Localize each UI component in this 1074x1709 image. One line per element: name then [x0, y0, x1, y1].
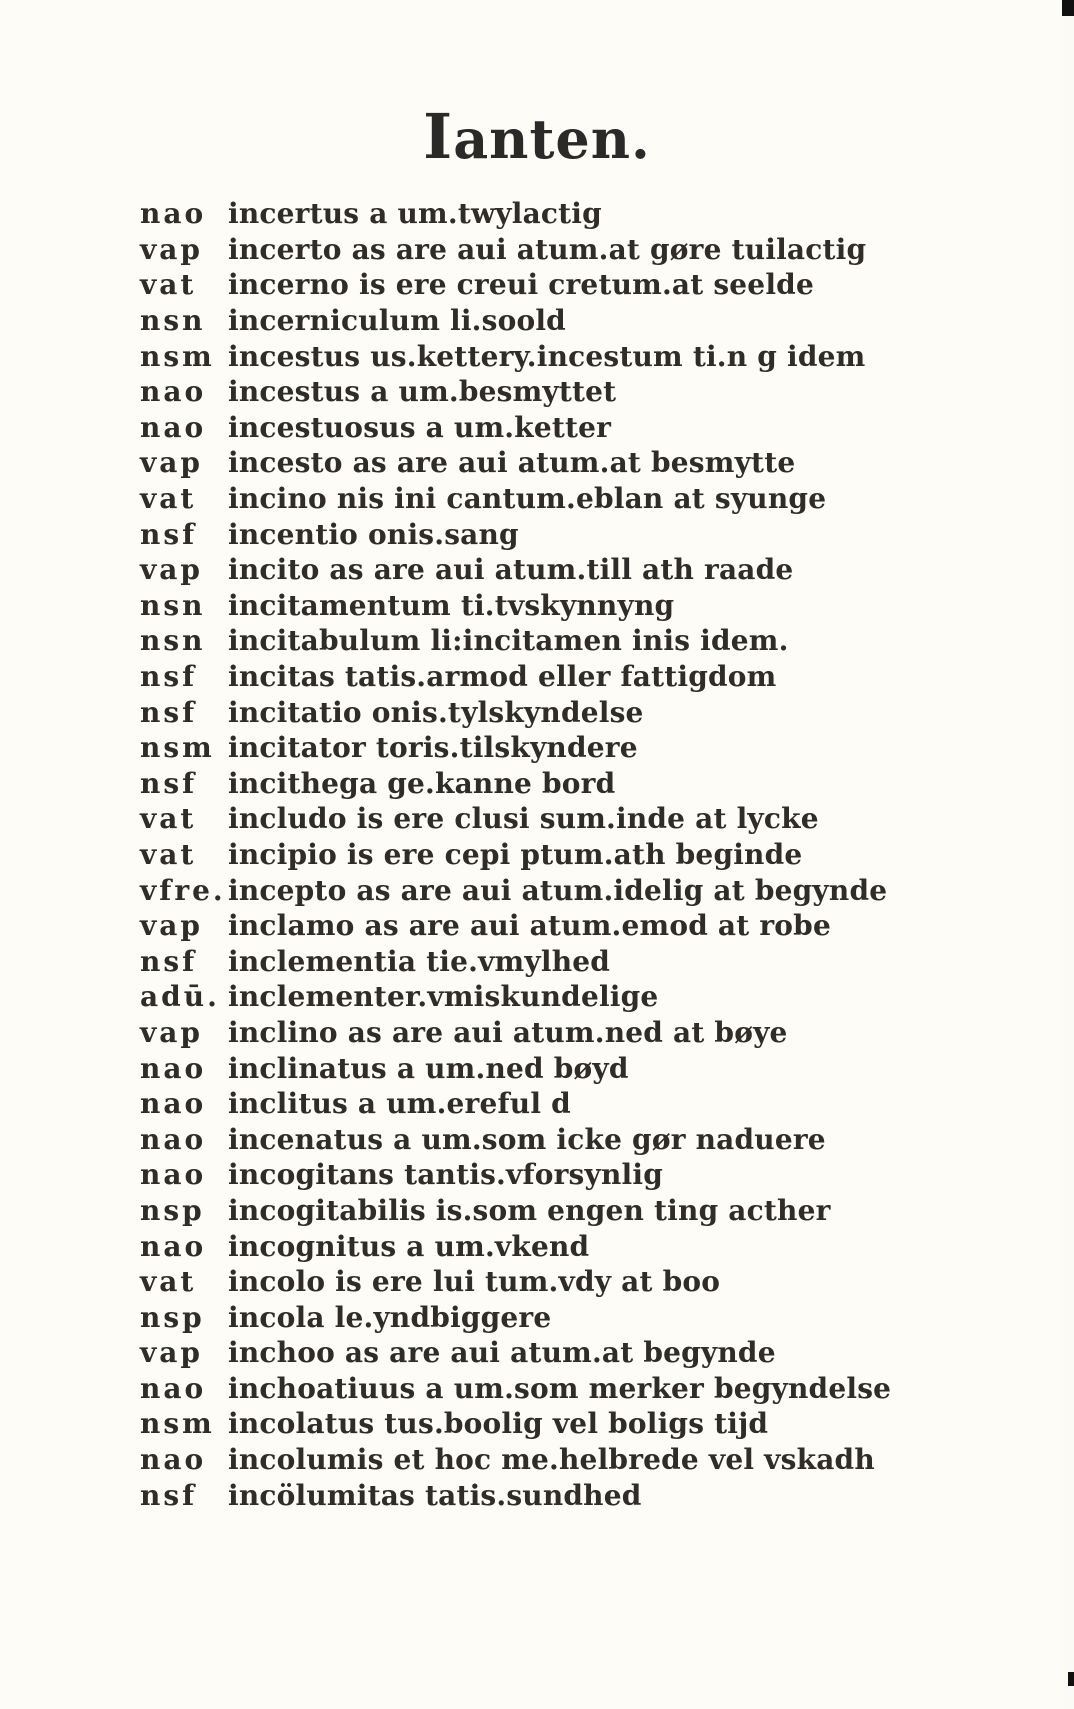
entry-text: incitas tatis.armod eller fattigdom: [228, 660, 777, 694]
entry-grammar-tag: nao: [140, 1158, 207, 1192]
entry-grammar-tag: vap: [140, 1015, 203, 1049]
entry-row: [140, 943, 1040, 979]
entry-row: [140, 1228, 1040, 1264]
entry-grammar-tag: vat: [140, 1265, 197, 1299]
entry-row: [140, 445, 1040, 481]
entry-row: [140, 801, 1040, 837]
entry-grammar-tag: nsf: [140, 1478, 198, 1512]
entry-text: inclitus a um.ereful d: [228, 1087, 571, 1121]
entry-row: [140, 232, 1040, 268]
entry-row: [140, 1086, 1040, 1122]
entry-text: inchoatiuus a um.som merker begyndelse: [228, 1371, 892, 1405]
entry-text: inclementer.vmiskundelige: [228, 980, 659, 1014]
entry-row: [140, 1442, 1040, 1478]
entry-text: incola le.yndbiggere: [228, 1300, 552, 1334]
entry-text: incertus a um.twylactig: [228, 197, 602, 231]
entry-row: [140, 659, 1040, 695]
entry-row: [140, 1121, 1040, 1157]
entry-row: [140, 623, 1040, 659]
entry-grammar-tag: nsf: [140, 517, 198, 551]
entry-grammar-tag: nao: [140, 197, 207, 231]
entry-text: incitamentum ti.tvskynnyng: [228, 588, 675, 622]
entry-text: inchoo as are aui atum.at begynde: [228, 1336, 776, 1370]
entry-row: [140, 766, 1040, 802]
entry-row: [140, 338, 1040, 374]
entry-text: incerto as are aui atum.at gøre tuilactig: [228, 232, 867, 266]
entry-grammar-tag: vat: [140, 268, 197, 302]
entry-text: incölumitas tatis.sundhed: [228, 1478, 642, 1512]
entry-text: incino nis ini cantum.eblan at syunge: [228, 482, 827, 516]
entry-grammar-tag: adū.: [140, 980, 220, 1014]
entry-text: incognitus a um.vkend: [228, 1229, 590, 1263]
entry-text: incitatio onis.tylskyndelse: [228, 695, 644, 729]
entry-text: incenatus a um.som icke gør naduere: [228, 1122, 826, 1156]
entry-row: [140, 694, 1040, 730]
entry-grammar-tag: nsf: [140, 766, 198, 800]
entry-grammar-tag: nsm: [140, 731, 215, 765]
entry-text: incepto as are aui atum.idelig at begynde: [228, 873, 888, 907]
heading-initial: I: [423, 100, 454, 173]
entry-grammar-tag: vap: [140, 1336, 203, 1370]
entry-grammar-tag: nao: [140, 1051, 207, 1085]
entry-text: incolumis et hoc me.helbrede vel vskadh: [228, 1443, 875, 1477]
entry-row: [140, 979, 1040, 1015]
entry-grammar-tag: vfre.: [140, 873, 226, 907]
entry-row: [140, 908, 1040, 944]
entry-text: incesto as are aui atum.at besmytte: [228, 446, 796, 480]
entry-row: [140, 1157, 1040, 1193]
entry-row: [140, 1299, 1040, 1335]
entry-grammar-tag: nao: [140, 1122, 207, 1156]
entry-row: [140, 1015, 1040, 1051]
entry-text: incito as are aui atum.till ath raade: [228, 553, 794, 587]
entry-text: incipio is ere cepi ptum.ath beginde: [228, 837, 803, 871]
entry-text: incithega ge.kanne bord: [228, 766, 616, 800]
entry-row: [140, 374, 1040, 410]
entry-row: [140, 303, 1040, 339]
entry-text: incogitabilis is.som engen ting acther: [228, 1193, 831, 1227]
entry-grammar-tag: vap: [140, 446, 203, 480]
entry-text: inclinatus a um.ned bøyd: [228, 1051, 629, 1085]
entry-grammar-tag: nao: [140, 1229, 207, 1263]
entry-row: [140, 516, 1040, 552]
page-heading: [0, 100, 1074, 173]
entry-grammar-tag: nsm: [140, 339, 215, 373]
entry-row: [140, 588, 1040, 624]
entry-row: [140, 1335, 1040, 1371]
entry-text: incestuosus a um.ketter: [228, 410, 612, 444]
entry-grammar-tag: nsp: [140, 1300, 205, 1334]
entry-row: [140, 1193, 1040, 1229]
entry-text: inclamo as are aui atum.emod at robe: [228, 909, 831, 943]
entry-grammar-tag: nsp: [140, 1193, 205, 1227]
entry-row: [140, 552, 1040, 588]
entry-text: incitabulum li:incitamen inis idem.: [228, 624, 789, 658]
entry-grammar-tag: nsn: [140, 624, 206, 658]
entry-row: [140, 872, 1040, 908]
entry-grammar-tag: vap: [140, 553, 203, 587]
entry-grammar-tag: vap: [140, 909, 203, 943]
entry-row: [140, 1406, 1040, 1442]
entry-grammar-tag: vap: [140, 232, 203, 266]
entry-row: [140, 267, 1040, 303]
entry-grammar-tag: nao: [140, 410, 207, 444]
entry-text: incestus us.kettery.incestum ti.n g idem: [228, 339, 866, 373]
entry-grammar-tag: nao: [140, 1443, 207, 1477]
entry-text: inclementia tie.vmylhed: [228, 944, 611, 978]
entry-text: inclino as are aui atum.ned at bøye: [228, 1015, 788, 1049]
entry-row: [140, 1371, 1040, 1407]
entry-text: includo is ere clusi sum.inde at lycke: [228, 802, 819, 836]
entry-text: incogitans tantis.vforsynlig: [228, 1158, 663, 1192]
entry-text: incolatus tus.boolig vel boligs tijd: [228, 1407, 769, 1441]
entry-grammar-tag: nsm: [140, 1407, 215, 1441]
entry-grammar-tag: nsf: [140, 944, 198, 978]
entry-grammar-tag: nsf: [140, 660, 198, 694]
entry-row: [140, 730, 1040, 766]
entry-row: [140, 481, 1040, 517]
entry-row: [140, 410, 1040, 446]
entry-grammar-tag: nsn: [140, 588, 206, 622]
entry-row: [140, 837, 1040, 873]
entry-grammar-tag: nao: [140, 1087, 207, 1121]
entry-list: [140, 196, 1040, 1513]
entry-text: incerno is ere creui cretum.at seelde: [228, 268, 814, 302]
entry-row: [140, 1050, 1040, 1086]
entry-grammar-tag: nao: [140, 375, 207, 409]
entry-row: [140, 196, 1040, 232]
entry-grammar-tag: nsn: [140, 304, 206, 338]
entry-text: incitator toris.tilskyndere: [228, 731, 638, 765]
entry-grammar-tag: nao: [140, 1371, 207, 1405]
entry-grammar-tag: vat: [140, 482, 197, 516]
entry-text: incentio onis.sang: [228, 517, 519, 551]
entry-grammar-tag: vat: [140, 802, 197, 836]
entry-grammar-tag: nsf: [140, 695, 198, 729]
scan-edge-mark: [1062, 0, 1074, 16]
entry-text: incerniculum li.soold: [228, 304, 566, 338]
entry-row: [140, 1477, 1040, 1513]
entry-text: incestus a um.besmyttet: [228, 375, 617, 409]
scan-edge-mark-bottom: [1068, 1672, 1074, 1686]
entry-row: [140, 1264, 1040, 1300]
entry-grammar-tag: vat: [140, 837, 197, 871]
entry-text: incolo is ere lui tum.vdy at boo: [228, 1265, 721, 1299]
heading-rest: anten.: [453, 107, 651, 171]
